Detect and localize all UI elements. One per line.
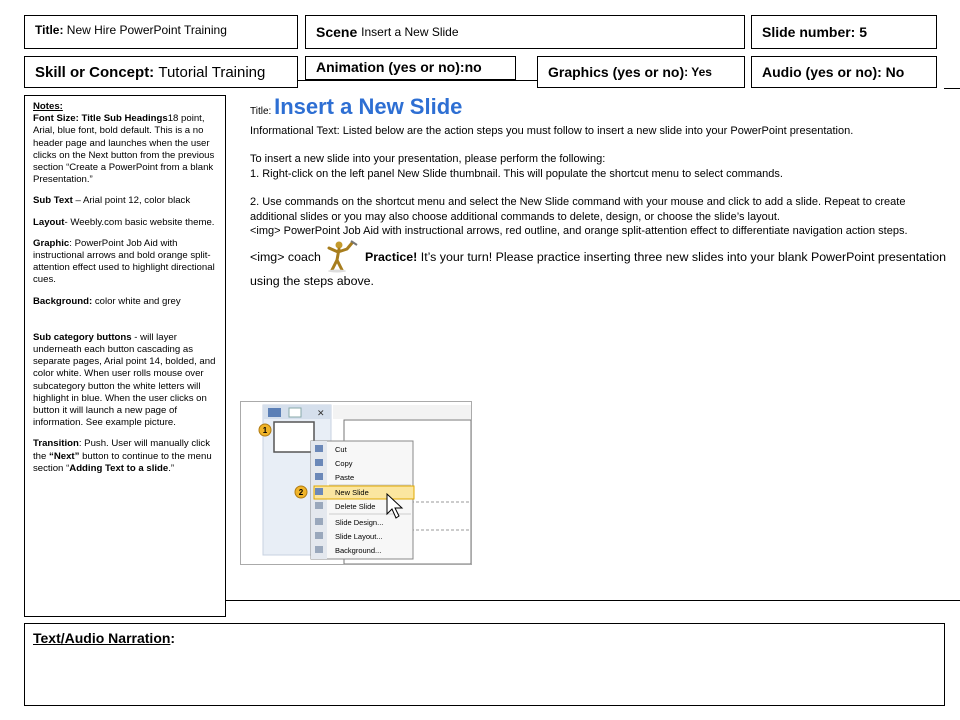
skill-label: Skill or Concept:: [35, 63, 155, 81]
header-divider-line: [298, 80, 537, 81]
slide-number-box: [751, 15, 937, 49]
practice-line: [250, 239, 950, 289]
graphic-text: : PowerPoint Job Aid with instructional arrows and bold orange split-attention effect used to highlight directional cues.: [33, 237, 215, 286]
menu-item-icon: [315, 445, 323, 452]
scene-value: Insert a New Slide: [361, 25, 459, 39]
menu-item[interactable]: Slide Layout...: [335, 532, 383, 541]
graphics-label: Graphics (yes or no): [548, 64, 685, 80]
intro-text: To insert a new slide into your presentation, please perform the following:: [250, 153, 606, 165]
menu-item-icon: [315, 502, 323, 509]
practice-text: It’s your turn! Please practice inserting three new slides into your blank PowerPoint presentation using the steps above.: [250, 249, 947, 288]
transition-close: .”: [168, 462, 175, 474]
transition-bold-end: Adding Text to a slide: [69, 462, 169, 474]
background-label: Background:: [33, 295, 93, 307]
content-title: Insert a New Slide: [274, 94, 463, 119]
slide-number: Slide number: 5: [762, 24, 868, 40]
animation-value: no: [464, 59, 482, 75]
menu-item[interactable]: Paste: [335, 473, 355, 482]
animation-box: [305, 56, 516, 80]
animation-label: Animation (yes or no):: [316, 59, 465, 75]
menu-item[interactable]: Copy: [335, 459, 353, 468]
menu-item[interactable]: Background...: [335, 546, 382, 555]
title-value: New Hire PowerPoint Training: [66, 23, 227, 37]
transition-text-1: : Push. User will manually click the: [33, 438, 210, 462]
menu-item[interactable]: Delete Slide: [335, 502, 376, 511]
audio-label: Audio (yes or no): No: [762, 64, 905, 80]
menu-item[interactable]: Cut: [335, 445, 347, 454]
subcat-label: Sub category buttons: [33, 331, 132, 343]
content-bottom-line: [226, 600, 960, 601]
narration-label: Text/Audio Narration: [33, 630, 171, 646]
audio-box: [751, 56, 937, 88]
menu-item-icon: [315, 473, 323, 480]
menu-item[interactable]: Slide Design...: [335, 518, 384, 527]
practice-bold: Practice!: [364, 249, 418, 264]
font-size-label: Font Size: [33, 113, 76, 125]
transition-label: Transition: [33, 438, 79, 450]
callout-1: 1: [262, 426, 268, 435]
svg-text:✕: ✕: [317, 408, 325, 418]
slide-content: [250, 94, 950, 289]
scene-box: [305, 15, 745, 49]
subcat-text: - will layer underneath each button cascading as separate pages, Arial point 14, bolded, and color white. When user rolls mouse over subcategory button the white letters will highlight in blue. When the user clicks on button it will launch a new page of information. See example picture.: [33, 331, 216, 429]
narration-colon: :: [170, 630, 176, 646]
menu-item-icon: [315, 532, 323, 539]
callout-2: 2: [298, 488, 304, 497]
narration-box: [24, 623, 945, 706]
info-text: Informational Text: Listed below are the action steps you must follow to insert a new slide into your PowerPoint presentation.: [250, 124, 854, 137]
content-title-prefix: Title:: [250, 106, 275, 117]
job-aid-screenshot: [240, 401, 472, 565]
layout-text: - Weebly.com basic website theme.: [64, 216, 215, 228]
graphics-value: : Yes: [684, 65, 712, 79]
sub-text-label: Sub Text: [33, 195, 73, 207]
menu-item[interactable]: New Slide: [335, 488, 369, 497]
job-aid-illustration: [241, 402, 471, 564]
right-edge-line: [944, 88, 960, 89]
step-2: 2. Use commands on the shortcut menu and select the New Slide command with your mouse and click to add a slide. Repeat to create additional slides or you may also choose additional commands to delete, design, or choose the slide’s layout.: [250, 196, 906, 223]
notes-heading: Notes:: [33, 101, 63, 112]
graphic-label: Graphic: [33, 237, 70, 249]
title-label: Title:: [35, 23, 64, 37]
notes-panel: [24, 95, 226, 617]
coach-prefix: <img> coach: [250, 249, 321, 264]
menu-item-icon: [315, 459, 323, 466]
title-box: [24, 15, 298, 49]
transition-text-2: button to continue to the menu section “: [33, 450, 212, 474]
graphics-box: [537, 56, 745, 88]
font-size-mid: : Title Sub Headings: [75, 113, 168, 125]
menu-item-icon: [315, 488, 323, 495]
background-text: color white and grey: [92, 295, 181, 307]
transition-next: “Next”: [49, 450, 80, 462]
step-1: 1. Right-click on the left panel New Slide thumbnail. This will populate the shortcut menu to select commands.: [250, 167, 783, 180]
menu-item-icon: [315, 546, 323, 553]
skill-box: [24, 56, 298, 88]
skill-value: Tutorial Training: [158, 63, 266, 81]
menu-item-icon: [315, 518, 323, 525]
font-size-text: 18 point, Arial, blue font, bold default. This is a no header page and launches when the user clicks on the Next button from the previous section “Create a PowerPoint from a blank Presentation.”: [33, 113, 215, 186]
job-aid-text: <img> PowerPoint Job Aid with instructional arrows, red outline, and orange split-attention effect to differentiate navigation action steps.: [250, 225, 908, 237]
coach-figure-icon: [325, 239, 361, 273]
scene-label: Scene: [316, 24, 358, 40]
sub-text-text: – Arial point 12, color black: [72, 195, 191, 207]
layout-label: Layout: [33, 216, 65, 228]
